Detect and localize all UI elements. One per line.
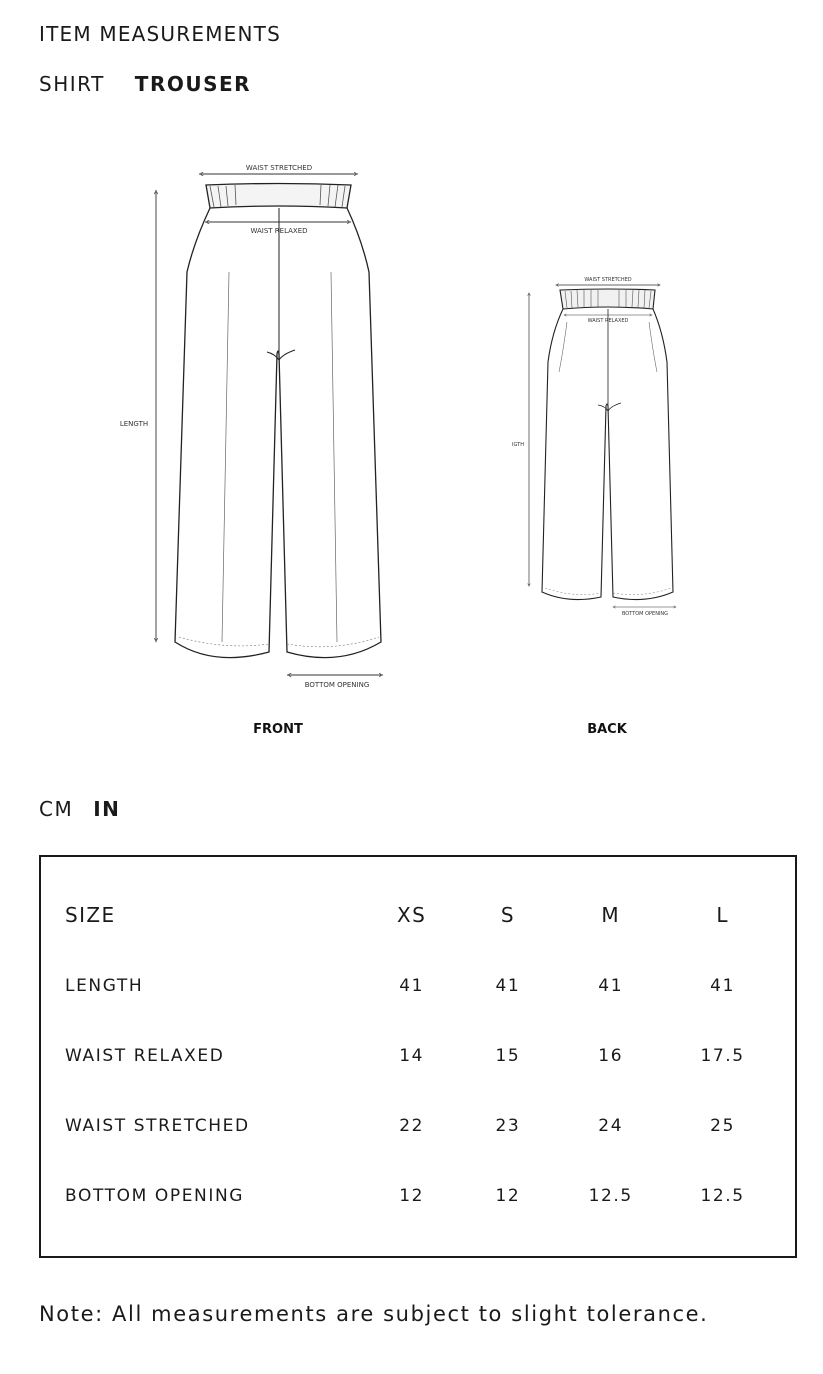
table-header-row: [65, 879, 795, 951]
table-row: [65, 951, 795, 1021]
front-waist-stretched-label: WAIST STRETCHED: [245, 164, 313, 172]
cell-value: 12.5: [588, 1186, 633, 1206]
row-label: BOTTOM OPENING: [65, 1186, 245, 1206]
cell-value: 17.5: [700, 1046, 745, 1066]
cell-value: 41: [710, 976, 735, 996]
header-l: L: [716, 903, 729, 927]
row-label: WAIST STRETCHED: [65, 1116, 250, 1136]
front-length-label: LENGTH: [119, 420, 149, 428]
cell-value: 25: [710, 1116, 735, 1136]
garment-tabs: [39, 72, 251, 96]
cell-value: 22: [399, 1116, 425, 1136]
measurements-table-container: [39, 855, 797, 1258]
back-waist-relaxed-label: WAIST RELAXED: [587, 318, 629, 324]
front-bottom-opening-label: BOTTOM OPENING: [304, 681, 370, 689]
cell-value: 15: [495, 1046, 521, 1066]
front-view-label: FRONT: [253, 722, 303, 737]
cell-value: 23: [495, 1116, 521, 1136]
cell-value: 16: [598, 1046, 624, 1066]
measurements-table: [65, 879, 795, 1231]
measurement-diagram: [39, 122, 799, 772]
cell-value: 12: [399, 1186, 425, 1206]
header-s: S: [500, 903, 515, 927]
unit-tab-cm[interactable]: CM: [39, 797, 74, 821]
header-m: M: [601, 903, 621, 927]
page-title: ITEM MEASUREMENTS: [39, 22, 281, 46]
header-size: SIZE: [65, 903, 116, 927]
back-bottom-opening-label: BOTTOM OPENING: [621, 611, 669, 617]
cell-value: 41: [399, 976, 425, 996]
back-length-label: IGTH: [512, 442, 524, 448]
row-label: LENGTH: [65, 976, 144, 996]
front-trouser-drawing: [156, 174, 381, 675]
tolerance-note: Note: All measurements are subject to slight tolerance.: [39, 1302, 709, 1326]
back-trouser-drawing: [529, 285, 675, 607]
tab-shirt[interactable]: SHIRT: [39, 72, 105, 96]
unit-tabs: [39, 797, 120, 821]
cell-value: 14: [399, 1046, 425, 1066]
tab-trouser[interactable]: TROUSER: [134, 72, 252, 96]
cell-value: 12: [495, 1186, 521, 1206]
cell-value: 24: [598, 1116, 624, 1136]
row-label: WAIST RELAXED: [65, 1046, 225, 1066]
cell-value: 41: [495, 976, 521, 996]
table-row: [65, 1021, 795, 1091]
table-row: [65, 1091, 795, 1161]
unit-tab-in[interactable]: IN: [93, 797, 121, 821]
cell-value: 12.5: [700, 1186, 745, 1206]
header-xs: XS: [397, 903, 427, 927]
back-waist-stretched-label: WAIST STRETCHED: [584, 277, 632, 283]
table-row: [65, 1161, 795, 1231]
cell-value: 41: [598, 976, 624, 996]
front-waist-relaxed-label: WAIST RELAXED: [250, 227, 308, 235]
back-view-label: BACK: [587, 722, 627, 737]
